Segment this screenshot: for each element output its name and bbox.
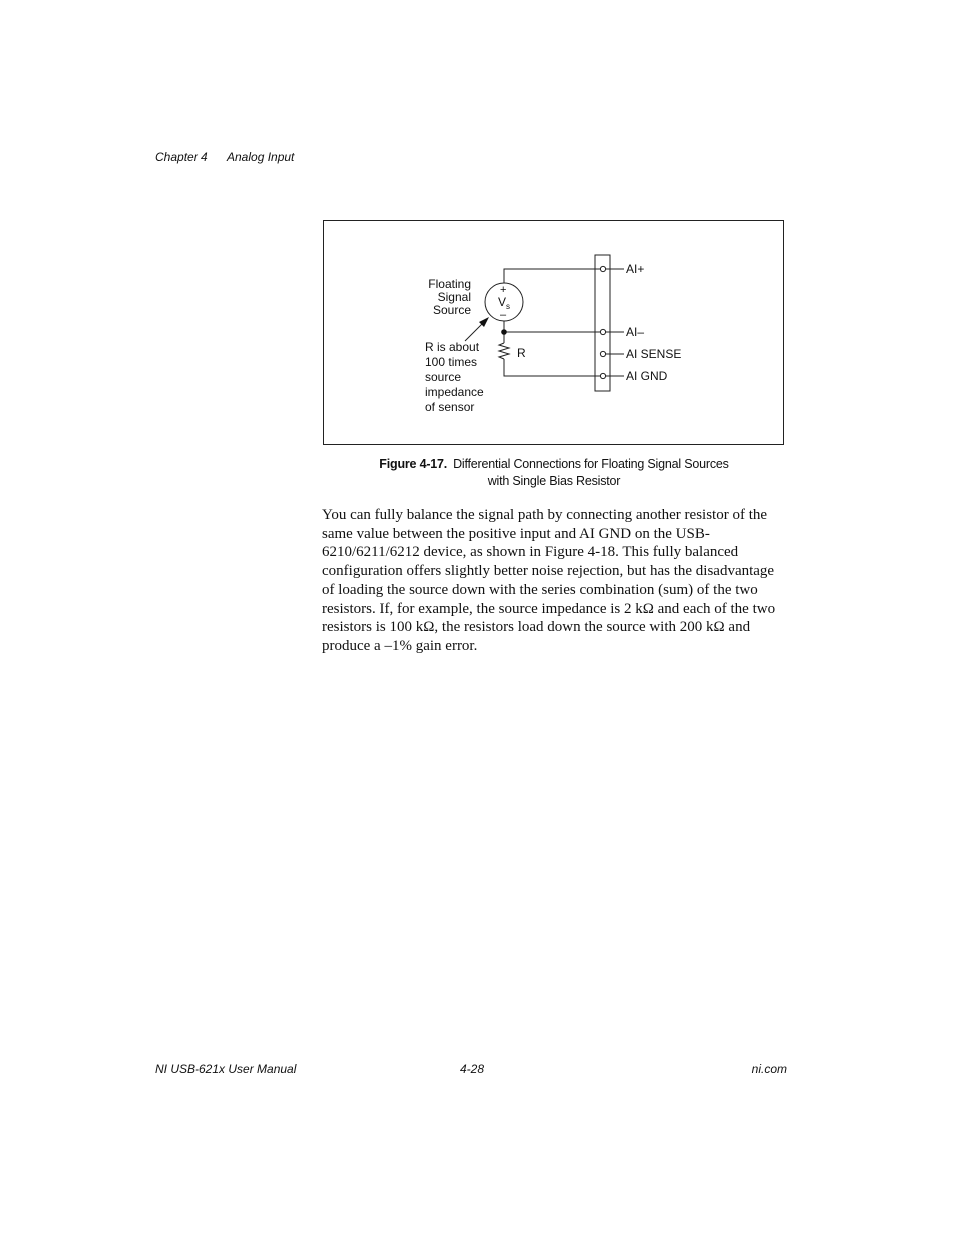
resistor-label: R xyxy=(517,346,526,360)
caption-label: Figure 4-17. xyxy=(379,457,448,471)
note-line2: 100 times xyxy=(425,355,478,369)
page-header xyxy=(155,150,294,164)
terminal-label-ai-minus: AI– xyxy=(626,325,645,339)
caption-line2: with Single Bias Resistor xyxy=(487,474,621,488)
source-vs: $V_s$ xyxy=(498,295,511,311)
note-line4: impedance xyxy=(425,385,484,399)
terminal-ai-plus xyxy=(600,266,624,271)
chapter-label: Chapter 4 xyxy=(155,150,208,164)
terminal-ai-sense xyxy=(600,351,624,356)
footer-page-number: 4-28 xyxy=(460,1062,485,1076)
section-label: Analog Input xyxy=(227,150,295,164)
note-line1: R is about xyxy=(425,340,480,354)
figure-caption xyxy=(323,456,785,490)
source-plus: + xyxy=(500,284,507,296)
terminal-label-ai-gnd: AI GND xyxy=(626,369,668,383)
circuit-diagram xyxy=(324,221,785,446)
terminal-block xyxy=(595,255,610,391)
source-label-line2: Signal xyxy=(437,290,471,304)
caption-line1: Differential Connections for Floating Signal Sources xyxy=(453,457,729,471)
terminal-ai-minus xyxy=(600,329,624,334)
footer-site-link[interactable]: ni.com xyxy=(751,1062,787,1076)
terminal-ai-gnd xyxy=(600,373,624,378)
terminal-label-ai-plus: AI+ xyxy=(626,262,645,276)
note-line5: of sensor xyxy=(425,400,475,414)
resistor-symbol xyxy=(499,343,509,359)
wire-positive xyxy=(504,269,600,283)
wire-negative xyxy=(504,321,600,332)
source-minus: – xyxy=(500,309,507,321)
junction-dot xyxy=(501,329,507,335)
footer-manual-title: NI USB-621x User Manual xyxy=(155,1062,297,1076)
wire-ground xyxy=(504,359,600,376)
figure-diagram xyxy=(323,220,784,445)
body-text xyxy=(322,506,790,656)
source-label-line3: Source xyxy=(432,303,471,317)
body-paragraph: You can fully balance the signal path by connecting another resistor of the same value between the positive input and AI GND on the USB-6210/6211/6212 device, as shown in Figure 4-18. This fully balanced configuration offers slightly better noise rejection, but has the disadvantage of loading the source down with the series combination (sum) of the two resistors. If, for example, the source impedance is 2 kΩ and each of the two resistors is 100 kΩ, the resistors load down the source with 200 kΩ and produce a –1% gain error. xyxy=(322,507,776,654)
source-label-line1: Floating xyxy=(428,277,471,291)
terminal-label-ai-sense: AI SENSE xyxy=(626,347,682,361)
note-arrow-line xyxy=(465,322,484,341)
note-line3: source xyxy=(425,370,462,384)
